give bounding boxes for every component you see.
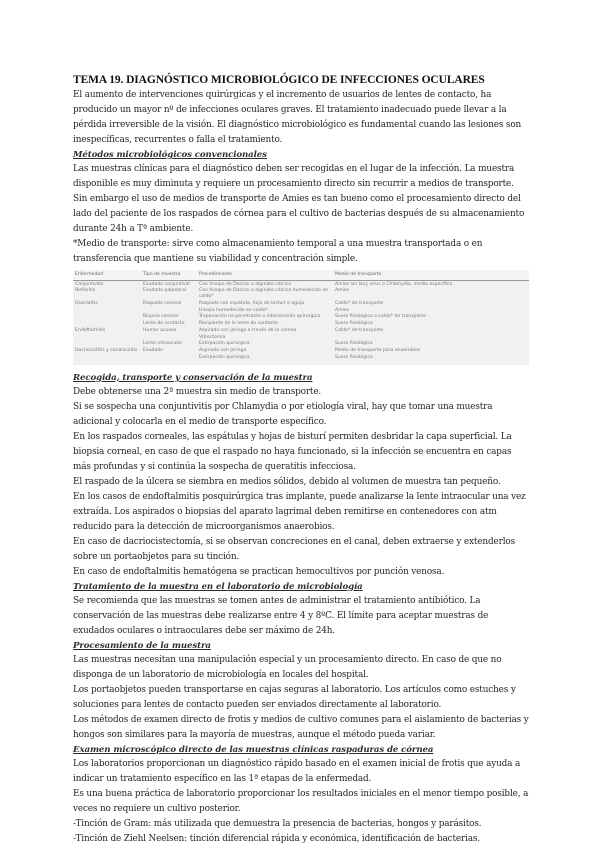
table-cell: Trepanación no penetrante o intervención quirúrgica [199, 314, 321, 320]
paragraph: -Tinción de Gram: más utilizada que demuestra la presencia de bacterias, hongos y parásitos. [73, 818, 482, 829]
table-cell: Con hisopo de Dacron o alginato cálcico [199, 281, 292, 287]
paragraph: Si se sospecha una conjuntivitis por Chlamydia o por etiología viral, hay que tomar una muestra adicional y colocarla en el medio de transporte específico. [73, 401, 493, 427]
table-cell: Suero fisiológico [335, 321, 373, 327]
table-cell: Suero fisiológico o caldo* de transporte [335, 314, 426, 320]
table-cell: Suero fisiológico [335, 355, 373, 360]
table-cell [141, 354, 197, 364]
table-cell: Extirpación quirúrgica [199, 341, 250, 347]
table-cell: Raspado corneal [143, 300, 182, 306]
paragraph: En caso de endoftalmitis hematógena se practican hemocultivos por punción venosa. [73, 566, 445, 577]
table-cell: Vitrectomía [199, 334, 226, 340]
paragraph: Los laboratorios proporcionan un diagnóstico rápido basado en el examen inicial de frotis que ayuda a indicar un tratamiento específico en las 1ª etapas de la enfermedad. [73, 758, 521, 784]
table-row [73, 288, 529, 300]
table-header-cell: Medio de transporte [333, 270, 529, 281]
table-cell: Queratitis [75, 300, 98, 306]
table-row [73, 300, 529, 307]
table-row [73, 321, 529, 328]
table-cell: Hisopo humedecido en caldo* [199, 307, 268, 313]
document-title: TEMA 19. DIAGNÓSTICO MICROBIOLÓGICO DE INFECCIONES OCULARES [73, 74, 485, 86]
table-cell [141, 334, 197, 341]
paragraph: *Medio de transporte: sirve como almacenamiento temporal a una muestra transportada o en transferencia que mantiene su viabilidad y concentración simple. [73, 239, 483, 264]
table-cell: Amies [335, 307, 350, 313]
table-row [73, 341, 529, 348]
paragraph: Los métodos de examen directo de frotis y medios de cultivo comunes para el aislamiento de bacterias y hongos son similares para la mayoría de muestras, aunque el método pueda variar. [73, 714, 529, 740]
table-cell: Amies [335, 288, 350, 294]
table-cell [73, 354, 141, 364]
table-cell: Aspirado con jeringa [199, 348, 247, 354]
table-cell: Endoftalmitis [75, 327, 106, 333]
table-cell: Medio de transporte para anaerobios [335, 348, 421, 354]
intro-paragraph: El aumento de intervenciones quirúrgicas y el incremento de usuarios de lentes de contacto, ha producido un mayor nº de infecciones oculares graves. El tratamiento inadecuado puede llevar a la pérdida irreversible de la visión. El diagnóstico microbiológico es fundamental cuando las lesiones son inespecíficas, recurrentes o falla el tratamiento. [73, 90, 522, 145]
table-cell [73, 314, 141, 321]
table-cell: Caldo* de transporte [335, 327, 384, 333]
section-heading: Métodos microbiológicos convencionales [73, 150, 267, 160]
table-cell: Con hisopo de Dacron o alginato cálcico humedecido en caldo* [199, 288, 329, 299]
table-row [73, 348, 529, 355]
table-cell: Conjuntivitis [75, 281, 104, 287]
table-row [73, 281, 529, 288]
paragraph: En caso de dacriocistectomía, si se observan concreciones en el canal, deben extraerse y extenderlos sobre un portaobjetos para su tinción. [73, 536, 515, 562]
table-cell: Exudado conjuntival [143, 281, 190, 287]
paragraph: Debe obtenerse una 2ª muestra sin medio de transporte. [73, 386, 322, 397]
section-heading: Recogida, transporte y conservación de la muestra [73, 372, 313, 383]
table-cell [73, 321, 141, 328]
table-cell [333, 334, 529, 341]
table-cell: Lente intraocular [143, 341, 183, 347]
table-cell: Extirpación quirúrgica [199, 355, 250, 360]
table-cell [73, 341, 141, 348]
table-cell: Exudado [143, 348, 163, 354]
table-header-cell: Enfermedad [73, 270, 141, 281]
table-row [73, 354, 529, 364]
paragraph: Los portaobjetos pueden transportarse en cajas seguras al laboratorio. Los artículos como estuches y soluciones para lentes de contacto pueden ser enviados directamente al laboratorio. [73, 684, 516, 710]
paragraph: Es una buena práctica de laboratorio proporcionar los resultados iniciales en el menor tiempo posible, a veces no requiere un cultivo posterior. [73, 788, 529, 814]
table-row [73, 307, 529, 314]
paragraph: Se recomienda que las muestras se tomen antes de administrar el tratamiento antibiótico. La conservación de las muestras debe realizarse entre 4 y 8ºC. El límite para aceptar muestras de exudados oculares o intraoculares debe ser máximo de 24h. [73, 595, 489, 636]
table-cell: Aspirado con jeringa a través de la córnea [199, 327, 297, 333]
document-page [73, 74, 529, 847]
table-cell: Exudado palpebral [143, 288, 187, 294]
table-cell [73, 334, 141, 341]
transport-table [73, 270, 529, 365]
table-cell: Dacriocistitis y canaliculitis [75, 348, 138, 354]
table-cell: Humor acuoso [143, 327, 177, 333]
table-row [73, 314, 529, 321]
table-cell: Biopsia corneal [143, 314, 179, 320]
table-header-row [73, 270, 529, 281]
paragraph: Las muestras necesitan una manipulación especial y un procesamiento directo. En caso de que no disponga de un laboratorio de microbiología en locales del hospital. [73, 654, 502, 680]
table-cell: Suero fisiológico [335, 341, 373, 347]
table-cell: Blefaritis [75, 288, 96, 294]
table-cell [141, 307, 197, 314]
section-heading: Procesamiento de la muestra [73, 640, 211, 651]
table-cell: Recipiente de la lente de contacto [199, 321, 278, 327]
table-cell: Amies sin lacy virus o Chlamydia, medio específico [335, 281, 453, 287]
table-cell: Lente de contacto [143, 321, 185, 327]
table-header-cell: Tipo de muestra [141, 270, 197, 281]
section-heading: Tratamiento de la muestra en el laboratorio de microbiología [73, 581, 363, 592]
table-row [73, 334, 529, 341]
paragraph: Las muestras clínicas para el diagnóstico deben ser recogidas en el lugar de la infección. La muestra disponible es muy diminuta y requiere un procesamiento directo sin recurrir a medios de transporte. Sin embargo el uso de medios de transporte de Amies es tan bueno como el procesamiento directo del lado del paciente de los raspados de córnea para el cultivo de bacterias después de su almacenamiento durante 24h a Tª ambiente. [73, 164, 525, 234]
table-row [73, 327, 529, 334]
table-cell: Raspado con espátula, hoja de bisturí o aguja [199, 300, 305, 306]
table-cell [73, 307, 141, 314]
paragraph: -Tinción de Ziehl Neelsen: tinción diferencial rápida y económica, identificación de bacterias. [73, 833, 480, 844]
paragraph: En los raspados corneales, las espátulas y hojas de bisturí permiten desbridar la capa superficial. La biopsia corneal, en caso de que el raspado no haya funcionado, si la infección se encuentra en capas más profundas y si continúa la sospecha de queratitis infecciosa. [73, 431, 512, 472]
section-heading: Examen microscópico directo de las muestras clínicas raspaduras de córnea [73, 744, 434, 755]
paragraph: En los casos de endoftalmitis posquirúrgica tras implante, puede analizarse la lente intraocular una vez extraída. Los aspirados o biopsias del aparato lagrimal deben remitirse en contenedores con atm reducido para la detección de microorganismos anaerobios. [73, 491, 526, 532]
paragraph: El raspado de la úlcera se siembra en medios sólidos, debido al volumen de muestra tan pequeño. [73, 476, 501, 487]
table-header-cell: Procedimiento [197, 270, 333, 281]
table-cell: Caldo* de transporte [335, 300, 384, 306]
